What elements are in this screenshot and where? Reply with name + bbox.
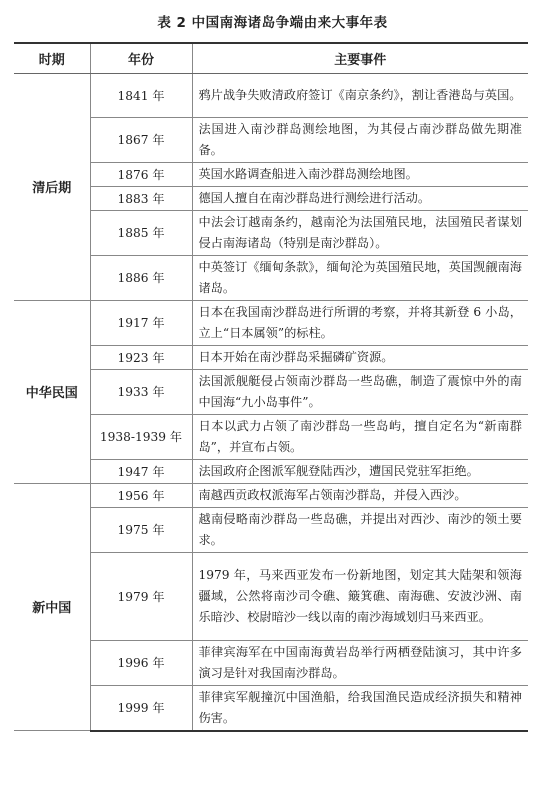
table-row: [14, 414, 528, 459]
event-cell: 中英签订《缅甸条款》，缅甸沦为英国殖民地，英国觊觎南海诸岛。: [192, 255, 528, 300]
year-cell: 1938-1939 年: [90, 414, 192, 459]
table-row: [14, 210, 528, 255]
year-cell: 1876 年: [90, 162, 192, 186]
header-event: 主要事件: [192, 43, 528, 73]
year-cell: 1883 年: [90, 186, 192, 210]
year-cell: 1947 年: [90, 459, 192, 483]
year-cell: 1917 年: [90, 300, 192, 345]
header-year: 年份: [90, 43, 192, 73]
event-cell: 法国进入南沙群岛测绘地图，为其侵占南沙群岛做先期准备。: [192, 117, 528, 162]
event-cell: 越南侵略南沙群岛一些岛礁，并提出对西沙、南沙的领土要求。: [192, 507, 528, 552]
year-cell: 1975 年: [90, 507, 192, 552]
table-row: [14, 369, 528, 414]
table-row: [14, 162, 528, 186]
period-cell: 中华民国: [14, 300, 90, 483]
event-cell: 南越西贡政权派海军占领南沙群岛，并侵入西沙。: [192, 483, 528, 507]
event-cell: 日本以武力占领了南沙群岛一些岛屿，擅自定名为“新南群岛”，并宣布占领。: [192, 414, 528, 459]
year-cell: 1933 年: [90, 369, 192, 414]
event-cell: 法国派舰艇侵占领南沙群岛一些岛礁，制造了震惊中外的南中国海“九小岛事件”。: [192, 369, 528, 414]
table-row: [14, 640, 528, 685]
table-row: [14, 117, 528, 162]
event-cell: 法国政府企图派军舰登陆西沙，遭国民党驻军拒绝。: [192, 459, 528, 483]
year-cell: 1996 年: [90, 640, 192, 685]
period-cell: 清后期: [14, 73, 90, 300]
table-row: [14, 300, 528, 345]
year-cell: 1999 年: [90, 685, 192, 731]
event-cell: 菲律宾军舰撞沉中国渔船，给我国渔民造成经济损失和精神伤害。: [192, 685, 528, 731]
table-row: [14, 345, 528, 369]
event-cell: 菲律宾海军在中国南海黄岩岛举行两栖登陆演习，其中许多演习是针对我国南沙群岛。: [192, 640, 528, 685]
year-cell: 1841 年: [90, 73, 192, 117]
year-cell: 1886 年: [90, 255, 192, 300]
table-row: [14, 483, 528, 507]
period-cell: 新中国: [14, 483, 90, 731]
event-cell: 日本在我国南沙群岛进行所谓的考察，并将其新登 6 小岛，立上“日本属领”的标柱。: [192, 300, 528, 345]
event-cell: 鸦片战争失败清政府签订《南京条约》，割让香港岛与英国。: [192, 73, 528, 117]
dispute-timeline-table: [14, 42, 528, 732]
table-row: [14, 507, 528, 552]
year-cell: 1923 年: [90, 345, 192, 369]
table-body: [14, 73, 528, 731]
event-cell: 德国人擅自在南沙群岛进行测绘进行活动。: [192, 186, 528, 210]
header-period: 时期: [14, 43, 90, 73]
event-cell: 英国水路调查船进入南沙群岛测绘地图。: [192, 162, 528, 186]
table-row: [14, 73, 528, 117]
table-row: [14, 186, 528, 210]
year-cell: 1979 年: [90, 552, 192, 640]
table-row: [14, 552, 528, 640]
year-cell: 1867 年: [90, 117, 192, 162]
year-cell: 1956 年: [90, 483, 192, 507]
table-row: [14, 459, 528, 483]
event-cell: 中法会订越南条约，越南沦为法国殖民地，法国殖民者谋划侵占南海诸岛（特别是南沙群岛）。: [192, 210, 528, 255]
event-cell: 日本开始在南沙群岛采掘磷矿资源。: [192, 345, 528, 369]
table-row: [14, 255, 528, 300]
table-title: 表 2 中国南海诸岛争端由来大事年表: [157, 15, 388, 31]
table-row: [14, 685, 528, 731]
header-row: [14, 43, 528, 73]
event-cell: 1979 年，马来西亚发布一份新地图，划定其大陆架和领海疆域，公然将南沙司令礁、簸箕礁、南海礁、安波沙洲、南乐暗沙、校尉暗沙一线以南的南沙海域划归马来西亚。: [192, 552, 528, 640]
year-cell: 1885 年: [90, 210, 192, 255]
